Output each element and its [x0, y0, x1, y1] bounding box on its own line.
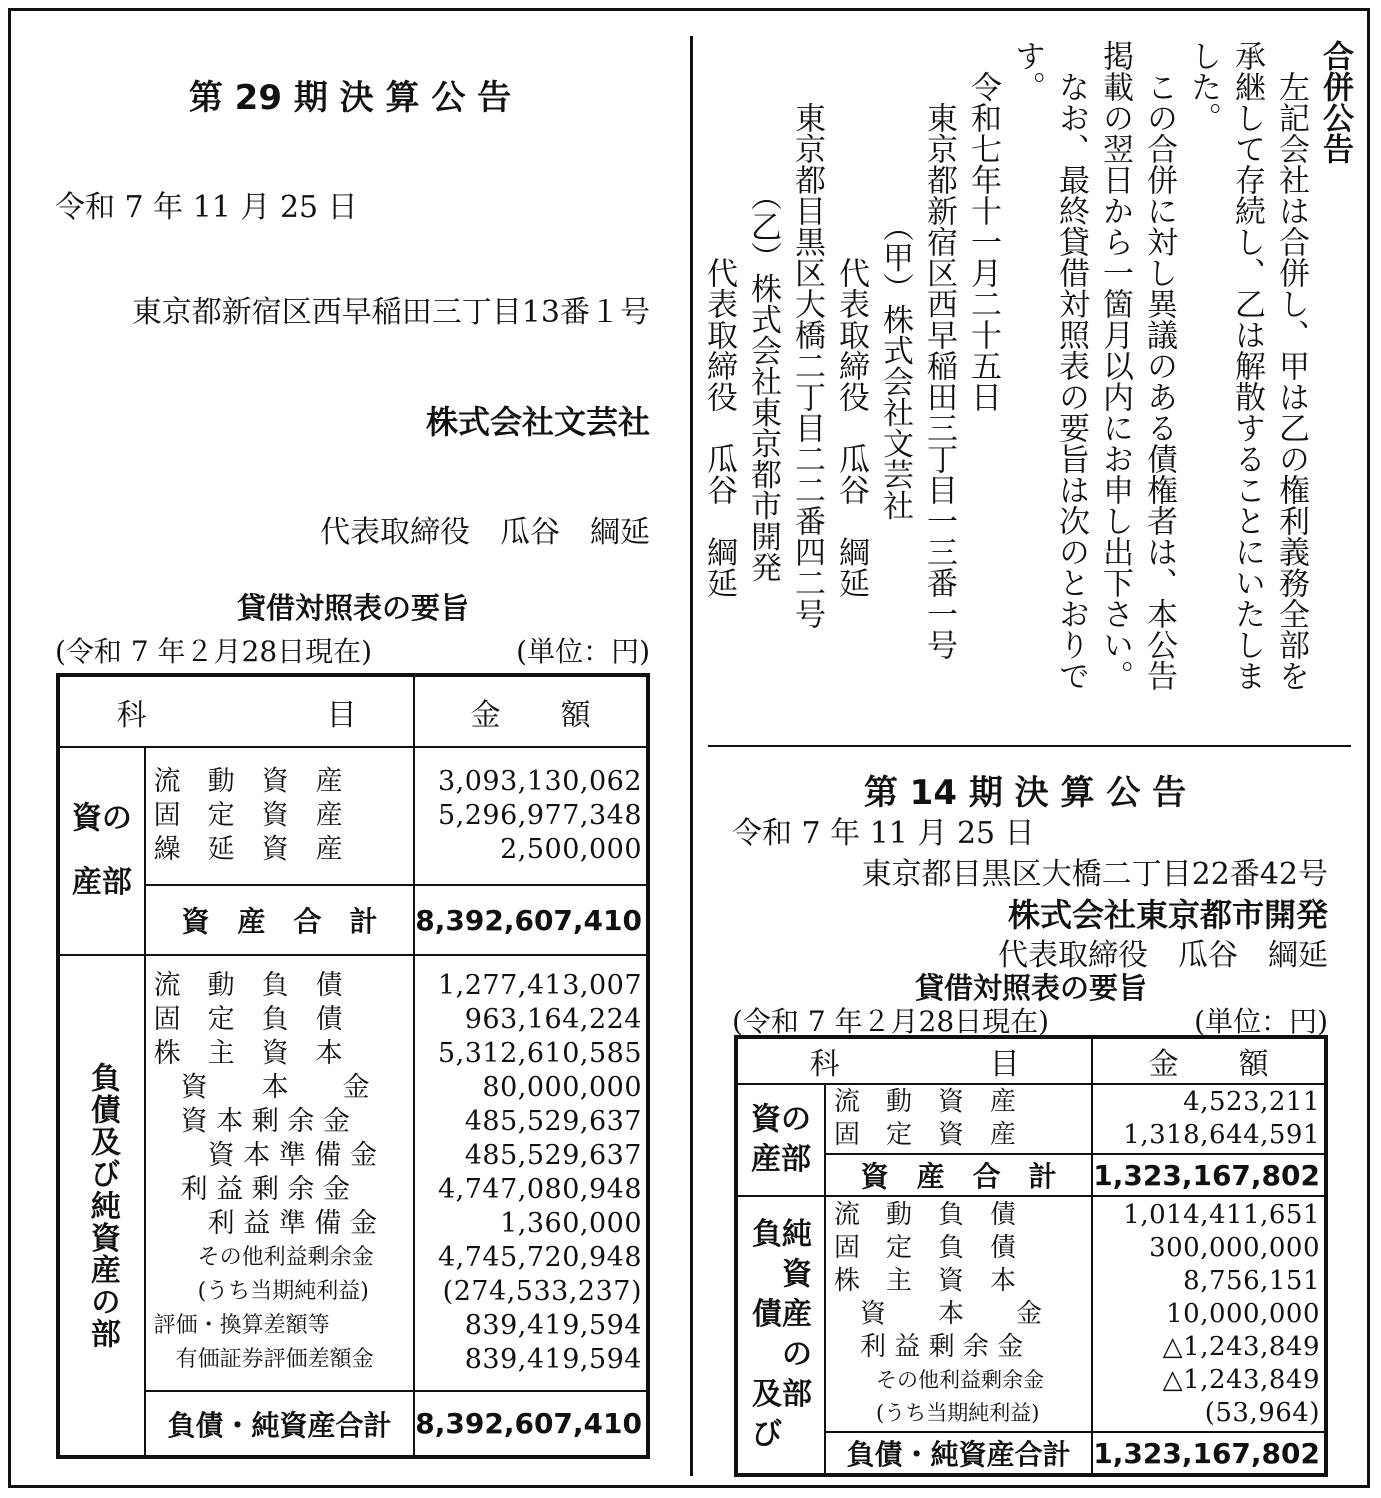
merger-line: した。 — [1185, 40, 1221, 133]
liabilities-total-row — [736, 1432, 1326, 1475]
amount: 5,296,977,348 — [437, 800, 642, 831]
left-balance-sheet — [56, 673, 650, 1459]
right-bs-unit: (単位：円) — [1194, 1005, 1328, 1038]
amount: 485,529,637 — [464, 1140, 642, 1171]
merger-line: 掲載の翌日から一箇月以内にお申し出下さい。 — [1097, 40, 1133, 691]
assets-total-label: 資 産 合 計 — [825, 1154, 1092, 1196]
liability-items — [145, 955, 415, 1391]
merger-address-a: 東京都新宿区西早稲田三丁目一三番一号 — [921, 40, 957, 660]
merger-company-b: （乙）株式会社東京都市開発 — [745, 40, 781, 583]
right-title: 第 14 期 決 算 公 告 — [863, 773, 1187, 813]
amount: 2,500,000 — [500, 834, 642, 865]
liabilities-total-row — [58, 1391, 648, 1457]
merger-company-a: （甲）株式会社文芸社 — [877, 40, 913, 521]
amount: △1,243,849 — [1162, 1364, 1320, 1395]
amount: 839,419,594 — [464, 1344, 642, 1375]
assets-total-row — [736, 1154, 1326, 1196]
right-representative: 代表取締役 瓜谷 綱延 — [998, 938, 1328, 973]
amount: 1,318,644,591 — [1123, 1120, 1320, 1150]
amount: 1,277,413,007 — [437, 970, 642, 1001]
amount: 4,523,211 — [1183, 1087, 1320, 1117]
table-header — [58, 675, 648, 747]
right-balance-sheet — [734, 1035, 1328, 1477]
liabilities-total-label: 負債・純資産合計 — [825, 1432, 1092, 1475]
liability-items — [825, 1196, 1092, 1432]
list-item: 株 主 資 本 — [834, 1265, 1017, 1296]
list-item: 固 定 資 産 — [153, 800, 343, 831]
list-item: 利 益 剰 余 金 — [153, 1174, 350, 1205]
merger-title: 合併公告 — [1317, 40, 1353, 164]
assets-total-row — [58, 885, 648, 955]
amount: 4,745,720,948 — [437, 1242, 642, 1273]
right-bs-asof: (令和 7 年２月28日現在) — [732, 1005, 1050, 1038]
liabilities-total-amount: 8,392,607,410 — [414, 1391, 648, 1457]
amount: 8,756,151 — [1183, 1265, 1320, 1296]
right-company: 株式会社東京都市開発 — [1007, 896, 1328, 934]
liabilities-section-label: 負債及び純資産の部 — [58, 955, 145, 1457]
list-item: 株 主 資 本 — [153, 1038, 343, 1069]
amount: △1,243,849 — [1162, 1331, 1320, 1362]
merger-date: 令和七年十一月二十五日 — [965, 40, 1001, 412]
amount: 1,014,411,651 — [1123, 1199, 1320, 1230]
assets-total-amount: 1,323,167,802 — [1092, 1154, 1326, 1196]
assets-section-label: 資の 産部 — [736, 1084, 825, 1196]
asset-items — [145, 747, 415, 885]
liabilities-section-label: 負純 資 債産 の 及部 び — [736, 1196, 825, 1475]
amount: 80,000,000 — [482, 1072, 642, 1103]
list-item: 利 益 準 備 金 — [153, 1208, 377, 1239]
list-item: 流 動 負 債 — [834, 1199, 1017, 1230]
amount: 5,312,610,585 — [437, 1038, 642, 1069]
amount: (53,964) — [1204, 1397, 1320, 1428]
right-bs-title: 貸借対照表の要旨 — [914, 971, 1147, 1005]
column-divider — [690, 36, 693, 1476]
assets-total-label: 資 産 合 計 — [145, 885, 415, 955]
list-item: 流 動 負 債 — [153, 970, 343, 1001]
merger-line: 承継して存続し、乙は解散することにいたしま — [1229, 40, 1265, 691]
merger-address-b: 東京都目黒区大橋二丁目二二番四二号 — [789, 40, 825, 629]
amount: 485,529,637 — [464, 1106, 642, 1137]
merger-line: 左記会社は合併し、甲は乙の権利義務全部を — [1273, 40, 1309, 691]
merger-line: なお、最終貸借対照表の要旨は次のとおりで — [1053, 40, 1089, 691]
amount: 10,000,000 — [1166, 1298, 1320, 1329]
amount: (274,533,237) — [442, 1276, 642, 1307]
liabilities-total-amount: 1,323,167,802 — [1092, 1432, 1326, 1475]
asset-amounts — [414, 747, 648, 885]
list-item: 資 本 金 — [153, 1072, 370, 1103]
amount: 300,000,000 — [1149, 1232, 1320, 1263]
list-item: その他利益剰余金 — [153, 1245, 374, 1270]
header-item: 科 目 — [58, 675, 414, 747]
header-amount: 金 額 — [1092, 1037, 1326, 1084]
list-item: 固 定 負 債 — [834, 1232, 1017, 1263]
left-address: 東京都新宿区西早稲田三丁目13番１号 — [131, 295, 650, 330]
table-header — [736, 1037, 1326, 1084]
assets-total-amount: 8,392,607,410 — [414, 885, 648, 955]
amount: 963,164,224 — [464, 1004, 642, 1035]
asset-items — [825, 1084, 1092, 1154]
left-bs-asof: (令和 7 年２月28日現在) — [55, 635, 373, 668]
list-item: 利 益 剰 余 金 — [834, 1331, 1024, 1362]
list-item: その他利益剰余金 — [834, 1367, 1045, 1392]
right-date: 令和 7 年 11 月 25 日 — [732, 816, 1035, 851]
assets-section-label: 資の 産部 — [58, 747, 145, 955]
left-company: 株式会社文芸社 — [425, 403, 650, 441]
list-item: 流 動 資 産 — [834, 1087, 1017, 1117]
list-item: 資 本 剰 余 金 — [153, 1106, 350, 1137]
right-address: 東京都目黒区大橋二丁目22番42号 — [861, 857, 1328, 892]
list-item: 繰 延 資 産 — [153, 834, 343, 865]
amount: 839,419,594 — [464, 1310, 642, 1341]
left-title: 第 29 期 決 算 公 告 — [188, 78, 512, 118]
list-item: 固 定 負 債 — [153, 1004, 343, 1035]
list-item: 流 動 資 産 — [153, 766, 343, 797]
liability-amounts — [414, 955, 648, 1391]
assets-rows — [736, 1084, 1326, 1154]
header-amount: 金 額 — [414, 675, 648, 747]
list-item: 有価証券評価差額金 — [153, 1347, 374, 1372]
left-representative: 代表取締役 瓜谷 綱延 — [320, 515, 650, 550]
merger-line: この合併に対し異議のある債権者は、本公告 — [1141, 40, 1177, 691]
left-date: 令和 7 年 11 月 25 日 — [55, 190, 358, 225]
list-item: 資 本 金 — [834, 1298, 1043, 1329]
liability-amounts — [1092, 1196, 1326, 1432]
amount: 4,747,080,948 — [437, 1174, 642, 1205]
list-item: 固 定 資 産 — [834, 1120, 1017, 1150]
list-item: (うち当期純利益) — [834, 1400, 1040, 1425]
list-item: (うち当期純利益) — [153, 1279, 369, 1304]
liabilities-rows — [736, 1196, 1326, 1432]
merger-rep-a: 代表取締役 瓜谷 綱延 — [833, 40, 869, 598]
assets-rows — [58, 747, 648, 885]
liabilities-total-label: 負債・純資産合計 — [145, 1391, 415, 1457]
header-item: 科 目 — [736, 1037, 1092, 1084]
merger-rep-b: 代表取締役 瓜谷 綱延 — [701, 40, 737, 598]
list-item: 資 本 準 備 金 — [153, 1140, 377, 1171]
asset-amounts — [1092, 1084, 1326, 1154]
liabilities-rows — [58, 955, 648, 1391]
left-bs-unit: (単位：円) — [516, 635, 650, 668]
amount: 3,093,130,062 — [437, 766, 642, 797]
left-bs-title: 貸借対照表の要旨 — [236, 591, 469, 625]
merger-line: す。 — [1009, 40, 1045, 102]
amount: 1,360,000 — [500, 1208, 642, 1239]
section-divider — [708, 745, 1351, 747]
list-item: 評価・換算差額等 — [153, 1313, 330, 1338]
